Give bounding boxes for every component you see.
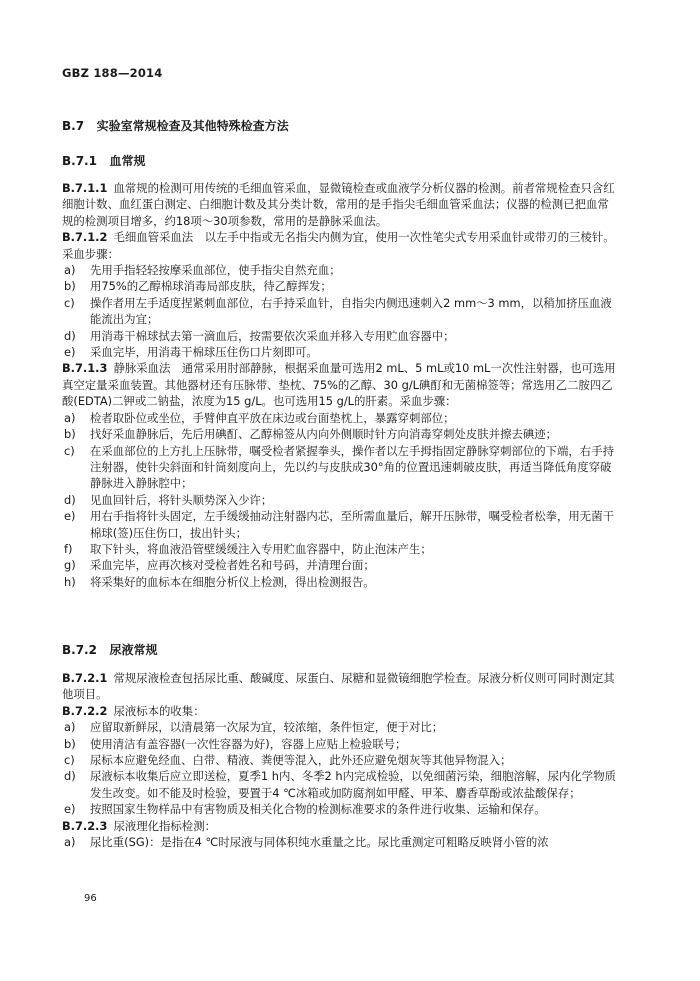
item-text: 操作者用左手适度捏紧刺血部位，右手持采血针，自指尖内侧迅速刺入2 mm～3 mm，以稍加挤压血液能流出为宜； — [90, 295, 612, 327]
item-text: 在采血部位的上方扎上压脉带，嘱受检者紧握拳头，操作者以左手拇指固定静脉穿刺部位的下端，右手持注射器，使针尖斜面和针筒刻度向上，先以约与皮肤成30°角的位置迅速刺破皮肤，再适当降低角度穿破静脉进入静脉腔中； — [90, 443, 614, 491]
paragraph-number: B.7.2.3 — [62, 818, 108, 833]
section-title: 实验室常规检查及其他特殊检查方法 — [96, 119, 289, 133]
list-item — [62, 719, 618, 735]
item-text: 检者取卧位或坐位，手臂伸直平放在床边或台面垫枕上，暴露穿刺部位； — [90, 410, 455, 425]
item-text: 按照国家生物样品中有害物质及相关化合物的检测标准要求的条件进行收集、运输和保存。 — [90, 802, 546, 817]
item-text: 先用手指轻轻按摩采血部位，使手指尖自然充血； — [90, 263, 341, 278]
item-marker: e) — [64, 802, 76, 817]
item-marker: d) — [64, 769, 76, 784]
item-marker: e) — [64, 509, 76, 524]
list-item — [62, 344, 618, 360]
item-marker: e) — [64, 345, 76, 360]
blood-routine-block — [62, 180, 618, 590]
list-item — [62, 508, 618, 541]
item-marker: a) — [64, 410, 76, 425]
paragraph-text: 尿液标本的收集： — [113, 703, 205, 718]
section-heading — [62, 117, 289, 134]
item-marker: c) — [64, 443, 75, 458]
list-item — [62, 410, 618, 426]
paragraph — [62, 670, 618, 703]
item-text: 使用清洁有盖容器(一次性容器为好)，容器上应贴上检验联号； — [90, 736, 407, 751]
item-text: 用右手指将针头固定，左手缓缓抽动注射器内芯，至所需血量后，解开压脉带，嘱受检者松拳，用无菌干棉球(签)压住伤口，拔出针头； — [90, 509, 614, 540]
list-item — [62, 278, 618, 294]
paragraph — [62, 180, 618, 229]
paragraph-number: B.7.2.2 — [62, 703, 108, 718]
urine-physicochemical-list — [62, 834, 618, 850]
subsection-title: 血常规 — [109, 154, 146, 168]
paragraph-text: 尿液理化指标检测： — [113, 818, 216, 833]
item-marker: a) — [64, 720, 76, 735]
item-text: 尿标本应避免经血、白带、精液、粪便等混入，此外还应避免烟灰等其他异物混入； — [90, 753, 512, 768]
subsection-heading-urine — [62, 641, 158, 658]
item-marker: f) — [64, 541, 73, 556]
item-text: 用消毒干棉球拭去第一滴血后，按需要依次采血并移入专用贮血容器中； — [90, 328, 455, 343]
paragraph-number: B.7.1.2 — [62, 230, 108, 245]
paragraph-number: B.7.2.1 — [62, 671, 108, 685]
paragraph-text: 血常规的检测可用传统的毛细血管采血，显微镜检查或血液学分析仪器的检测。前者常规检查只含红细胞计数、血红蛋白测定、白细胞计数及其分类计数，常用的是手指尖毛细血管采血法；仪器的检测已把血常规的检测项目增多，约18项～30项参数，常用的是静脉采血法。 — [62, 181, 615, 228]
item-text: 尿液标本收集后应立即送检，夏季1 h内、冬季2 h内完成检验，以免细菌污染，细胞溶解，尿内化学物质发生改变。如不能及时检验，要置于4 ℃冰箱或加防腐剂如甲醛、甲苯、麝香草酚或浓盐酸保存； — [90, 769, 616, 800]
subsection-number: B.7.1 — [62, 154, 97, 168]
item-marker: d) — [64, 328, 76, 343]
paragraph-number: B.7.1.1 — [62, 181, 108, 195]
paragraph — [62, 703, 618, 719]
item-marker: b) — [64, 279, 76, 294]
item-text: 用75%的乙醇棉球消毒局部皮肤，待乙醇挥发； — [90, 279, 332, 294]
item-text: 采血完毕，用消毒干棉球压住伤口片刻即可。 — [90, 345, 318, 360]
paragraph-text: 常规尿液检查包括尿比重、酸碱度、尿蛋白、尿糖和显微镜细胞学检查。尿液分析仪则可同时测定其他项目。 — [62, 671, 615, 702]
subsection-number: B.7.2 — [62, 643, 97, 657]
list-item — [62, 736, 618, 752]
item-marker: a) — [64, 263, 76, 278]
item-marker: h) — [64, 574, 76, 589]
item-text: 将采集好的血标本在细胞分析仪上检测，得出检测报告。 — [90, 574, 375, 589]
item-text: 应留取新鲜尿，以清晨第一次尿为宜，较浓缩，条件恒定，便于对比； — [90, 720, 444, 735]
standard-code-header: GBZ 188—2014 — [62, 66, 163, 80]
list-item — [62, 541, 618, 557]
item-marker: c) — [64, 753, 75, 768]
list-item — [62, 262, 618, 278]
subsection-title: 尿液常规 — [109, 643, 158, 657]
list-item — [62, 492, 618, 508]
list-item — [62, 574, 618, 590]
item-marker: b) — [64, 427, 76, 442]
item-text: 见血回针后，将针头顺势深入少许； — [90, 492, 273, 507]
list-item — [62, 801, 618, 817]
urine-routine-block — [62, 670, 618, 850]
paragraph — [62, 360, 618, 409]
item-marker: g) — [64, 558, 76, 573]
section-number: B.7 — [62, 119, 85, 133]
list-item — [62, 752, 618, 768]
item-marker: a) — [64, 835, 76, 850]
list-item — [62, 557, 618, 573]
item-text: 采血完毕，应再次核对受检者姓名和号码，并清理台面； — [90, 558, 375, 573]
paragraph — [62, 229, 618, 262]
list-item — [62, 443, 618, 492]
urine-collection-list — [62, 719, 618, 817]
paragraph — [62, 818, 618, 834]
paragraph-text: 静脉采血法 通常采用肘部静脉，根据采血量可选用2 mL、5 mL或10 mL一次性注射器，也可选用真空定量采血装置。其他器材还有压脉带、垫枕、75%的乙醇、30 g/L碘酊和无菌棉签等；常选用乙二胺四乙酸(EDTA)二钾或二钠盐，浓度为15 g/L。也可选用15 g/L的肝素。采血步骤： — [62, 361, 616, 409]
venous-steps-list — [62, 410, 618, 590]
page-number: 96 — [84, 893, 97, 904]
list-item — [62, 768, 618, 801]
paragraph-number: B.7.1.3 — [62, 361, 108, 376]
item-text: 找好采血静脉后，先后用碘酊、乙醇棉签从内向外侧顺时针方向消毒穿刺处皮肤并擦去碘迹； — [90, 427, 558, 442]
paragraph-text: 毛细血管采血法 以左手中指或无名指尖内侧为宜，使用一次性笔尖式专用采血针或带刃的三棱针。采血步骤： — [62, 230, 615, 261]
capillary-steps-list — [62, 262, 618, 360]
list-item — [62, 328, 618, 344]
item-text: 取下针头，将血液沿管壁缓缓注入专用贮血容器中，防止泡沫产生； — [90, 541, 432, 556]
item-marker: b) — [64, 736, 76, 751]
item-marker: c) — [64, 295, 75, 310]
list-item — [62, 426, 618, 442]
list-item — [62, 295, 618, 328]
item-marker: d) — [64, 492, 76, 507]
list-item — [62, 834, 618, 850]
subsection-heading-blood — [62, 152, 146, 169]
item-text: 尿比重(SG)：是指在4 ℃时尿液与同体积纯水重量之比。尿比重测定可粗略反映肾小管的浓 — [90, 835, 549, 850]
